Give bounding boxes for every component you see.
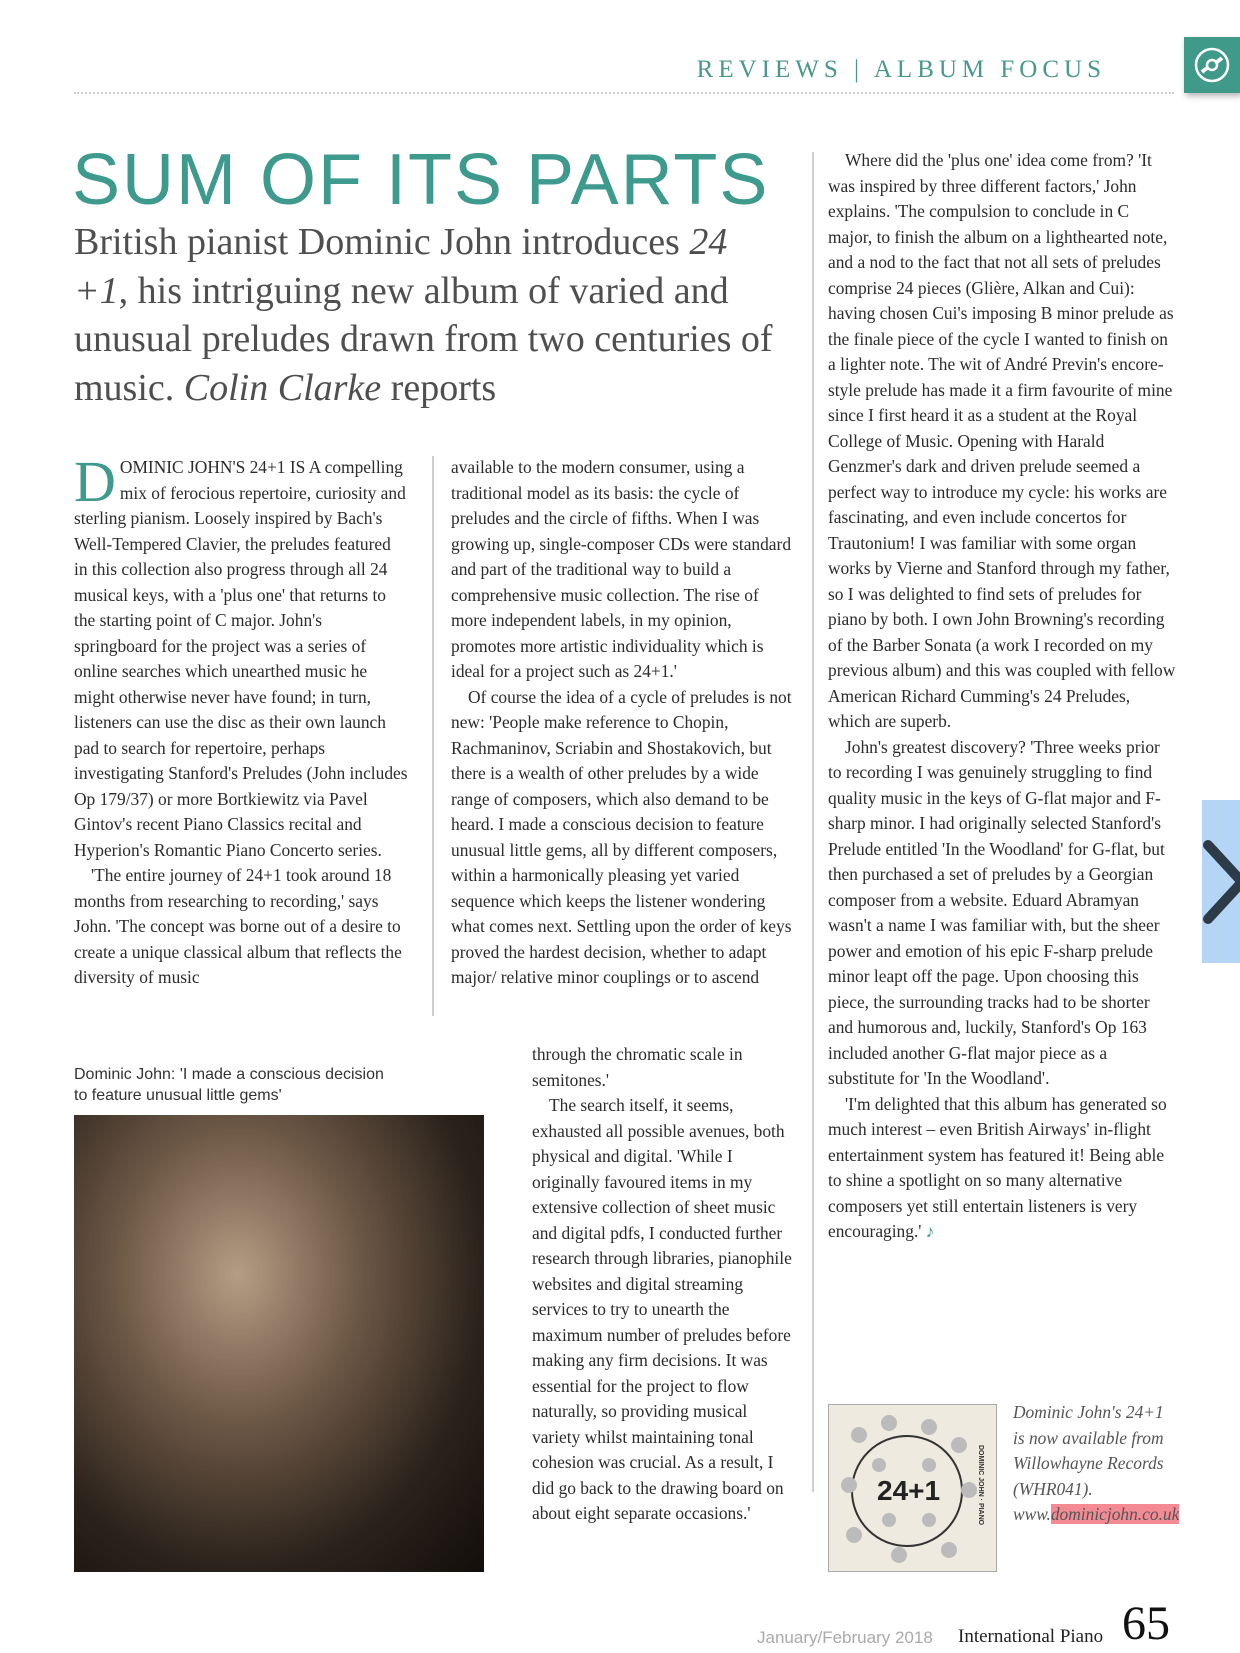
- drop-cap: D: [74, 449, 116, 514]
- album-cover: [828, 1404, 997, 1572]
- page-number: 65: [1122, 1597, 1170, 1650]
- album-spine: DOMINIC JOHN · PIANO: [977, 1445, 984, 1526]
- author: Colin Clarke: [183, 366, 382, 409]
- album-title: 24+1: [877, 1475, 941, 1506]
- body-column-3: Where did the 'plus one' idea come from? 'It was inspired by three different factors,' John explains. 'The compulsion to conclude in C major, to finish the album on a lighthearted note, and a nod to the fact that not all sets of preludes comprise 24 pieces (Glière, Alkan and Cui): having chosen Cui's imposing B minor prelude as the finale piece of the cycle I wanted to finish on a lighter note. The wit of André Previn's encore-style prelude has made it a firm favourite of mine since I first heard it as a student at the Royal College of Music. Opening with Harald Genzmer's dark and driven prelude seemed a perfect way to introduce my cycle: his works are fascinating, and even include concertos for Trautonium! I was familiar with some organ works by Vierne and Stanford through my father, so I was delighted to find sets of preludes for piano by both. I own John Browning's recording of the Barber Sonata (a work I recorded on my previous album) and this was coupled with fellow American Richard Cumming's 24 Preludes, which are superb. John's greatest discovery? 'Three weeks prior to recording I was genuinely struggling to find quality music in the keys of G-flat major and F-sharp minor. I had originally selected Stanford's Prelude entitled 'In the Woodland' for G-flat, but then purchased a set of preludes by a Georgian composer from a website. Eduard Abramyan wasn't a name I was familiar with, but the sheer power and emotion of his epic F-sharp prelude minor leapt off the page. Upon choosing this piece, the surrounding tracks had to be shorter and humorous and, luckily, Stanford's Op 163 included another G-flat major piece as a substitute for 'In the Woodland'. 'I'm delighted that this album has generated so much interest – even British Airways' in-flight entertainment system has featured it! Being able to shine a spotlight on so many alternative composers yet still entertain listeners is very encouraging.' ♪: [828, 150, 1176, 1241]
- magazine-name: International Piano: [958, 1626, 1104, 1647]
- disc-icon: [1184, 37, 1240, 93]
- photo-caption: Dominic John: 'I made a conscious decision to feature unusual little gems': [74, 1066, 384, 1104]
- next-page-button[interactable]: [1202, 800, 1240, 963]
- issue-date: January/February 2018: [757, 1628, 933, 1647]
- body-column-1: DOMINIC JOHN'S 24+1 IS A compelling mix of ferocious repertoire, curiosity and sterling pianism. Loosely inspired by Bach's Well-Tempered Clavier, the preludes featured in this collection also progress through all 24 musical keys, with a 'plus one' that returns to the starting point of C major. John's springboard for the project was a series of online searches which unearthed music he might otherwise never have found; in turn, listeners can use the disc as their own launch pad to search for repertoire, perhaps investigating Stanford's Preludes (John includes Op 179/37) or more Bortkiewitz via Pavel Gintov's recent Piano Classics recital and Hyperion's Romantic Piano Concerto series. 'The entire journey of 24+1 took around 18 months from researching to recording,' says John. 'The concept was borne out of a desire to create a unique classical album that reflects the diversity of music: [74, 449, 408, 987]
- pianist-photo: [74, 1115, 484, 1572]
- end-mark-icon: ♪: [925, 1221, 935, 1241]
- album-caption: Dominic John's 24+1 is now available from Willowhayne Records (WHR041). www.dominicjohn.co.uk: [1013, 1402, 1180, 1524]
- header-rule: [74, 92, 1174, 94]
- article-standfirst: British pianist Dominic John introduces 24 +1, his intriguing new album of varied and unusual preludes drawn from two centuries of music. Colin Clarke reports: [74, 221, 773, 409]
- column-divider: [812, 152, 814, 1492]
- column-divider: [432, 456, 434, 1016]
- section-header: REVIEWS | ALBUM FOCUS: [696, 56, 1106, 83]
- body-column-2-continued: through the chromatic scale in semitones.' The search itself, it seems, exhausted all possible avenues, both physical and digital. 'While I originally favoured items in my extensive collection of sheet music and digital pdfs, I conducted further research through libraries, pianophile websites and digital streaming services to try to unearth the maximum number of preludes before making any firm decisions. It was essential for the project to flow naturally, so providing musical variety whilst maintaining tonal cohesion was crucial. As a result, I did go back to the drawing board on about eight separate occasions.': [532, 1044, 792, 1523]
- article-title: SUM OF ITS PARTS: [72, 140, 770, 220]
- website-link[interactable]: dominicjohn.co.uk: [1050, 1504, 1180, 1524]
- chevron-right-icon: [1202, 800, 1240, 963]
- body-column-2: available to the modern consumer, using a traditional model as its basis: the cycle of preludes and the circle of fifths. When I was growing up, single-composer CDs were standard and part of the traditional way to build a comprehensive music collection. The rise of more independent labels, in my opinion, promotes more artistic individuality which is ideal for a project such as 24+1.' Of course the idea of a cycle of preludes is not new: 'People make reference to Chopin, Rachmaninov, Scriabin and Shostakovich, but there is a wealth of other preludes by a wide range of composers, which also demand to be heard. I made a conscious decision to feature unusual little gems, all by different composers, within a harmonically pleasing yet varied sequence which keeps the listener wondering what comes next. Settling upon the order of keys proved the hardest decision, whether to adapt major/ relative minor couplings or to ascend: [451, 457, 792, 987]
